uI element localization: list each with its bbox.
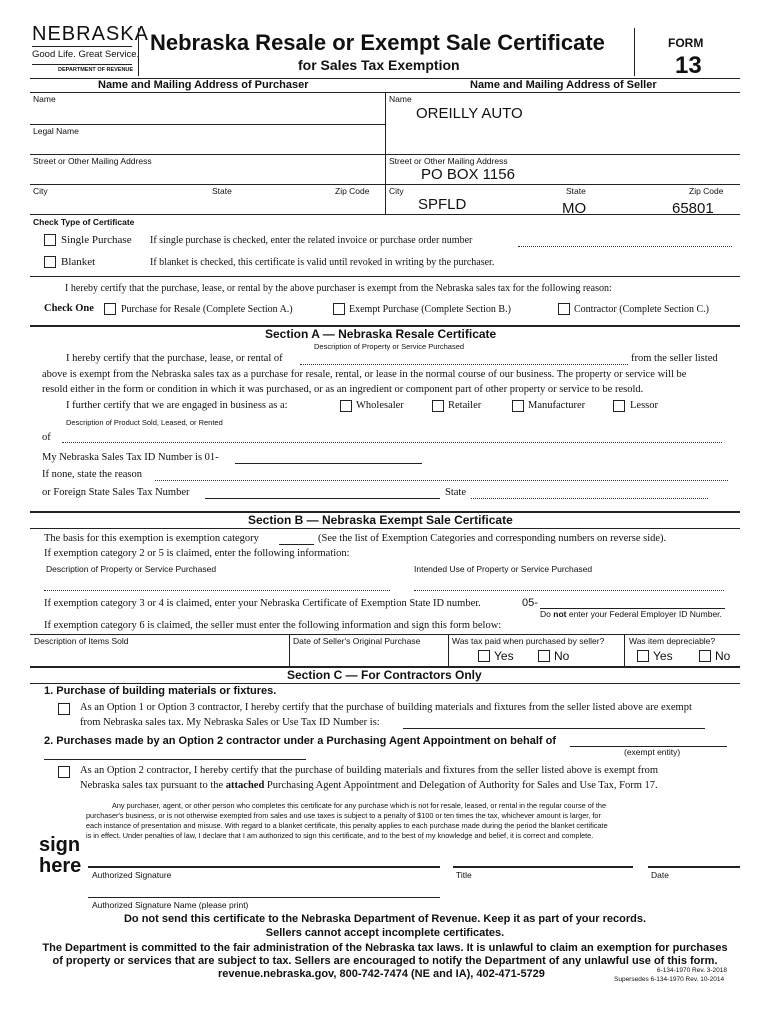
form-number: 13 [675,52,702,79]
lessor-label: Lessor [630,400,658,411]
engaged-text: I further certify that we are engaged in business as a: [66,400,288,411]
option-1-3-checkbox[interactable] [58,703,70,715]
purchaser-state-label: State [212,186,232,196]
purchaser-street-label: Street or Other Mailing Address [33,156,152,166]
blanket-text: If blanket is checked, this certificate is valid until revoked in writing by the purchaser. [150,257,495,268]
depreciable-no-label: No [715,649,731,663]
items-sold-field[interactable] [33,647,285,665]
header-divider [138,28,139,76]
resale-property-field[interactable] [300,364,628,365]
items-sold-label: Description of Items Sold [34,636,129,646]
exemption-category-field[interactable] [279,544,314,545]
seller-state-field[interactable]: MO [562,200,587,217]
option-2-line2: Nebraska sales tax pursuant to the attached Purchasing Agent Appointment and Delegation of Authority for Sales and Use Tax, Form 17. [80,780,658,791]
manufacturer-label: Manufacturer [528,400,586,411]
depreciable-no-checkbox[interactable] [699,650,711,662]
foreign-label: or Foreign State Sales Tax Number [42,487,190,498]
penalty-line1: Any purchaser, agent, or other person who completes this certificate for any purchase which is not for resale, leased, or rental in the regular course of the [112,801,607,810]
intended-use-field[interactable] [414,590,724,591]
printed-name-label: Authorized Signature Name (please print) [92,900,249,910]
fein-note: Do not enter your Federal Employer ID Number. [540,609,722,619]
single-purchase-label: Single Purchase [61,234,132,246]
cat6-divider-1 [289,634,290,666]
rule-section-b-bottom [30,528,740,529]
cat6-divider-3 [624,634,625,666]
rule-section-c-bottom [30,683,740,684]
logo-name: NEBRASKA [32,23,149,45]
retailer-checkbox[interactable] [432,400,444,412]
tax-paid-no-label: No [554,649,570,663]
foreign-number-field[interactable] [205,498,440,499]
header-divider-right [634,28,635,76]
seller-zip-label: Zip Code [689,186,724,196]
seller-heading: Name and Mailing Address of Seller [470,79,657,91]
contact-info: revenue.nebraska.gov, 800-742-7474 (NE and IA), 402-471-5729 [218,968,545,980]
seller-street-field[interactable]: PO BOX 1156 [421,166,515,183]
form-label: FORM [668,36,704,50]
notice-line1: Do not send this certificate to the Nebraska Department of Revenue. Keep it as part of your records. [123,913,646,925]
purchaser-city-label: City [33,186,48,196]
depreciable-yes-label: Yes [653,649,673,663]
form-title: Nebraska Resale or Exempt Sale Certificate [150,30,605,55]
section-a-line1-end: from the seller listed [631,353,718,364]
penalty-line4: is in effect. Under penalties of law, I declare that I am authorized to sign this certificate, and to the best of my knowledge and belief, it is correct and complete. [86,831,594,840]
purchase-date-label: Date of Seller's Original Purchase [293,636,421,646]
option-2-line1: As an Option 2 contractor, I hereby certify that the purchase of building materials and fixtures from the seller listed above is exempt from [80,765,659,776]
check-one-label: Check One [44,303,94,314]
property-purchased-field[interactable] [44,590,390,591]
purchaser-street-field[interactable] [32,166,382,184]
exempt-entity-label: (exempt entity) [624,747,681,757]
section-a-line3: resold either in the form or condition in which it was purchased, or as an ingredient or component part of other property or service to be resold. [42,384,644,395]
seller-street-label: Street or Other Mailing Address [389,156,508,166]
penalty-line3: each instance of presentation and misuse. With regard to a blanket certificate, this penalty applies to each purchase made during the period the blanket certificate [86,821,608,830]
tax-id-label: My Nebraska Sales Tax ID Number is 01- [42,452,219,463]
contractor-label: Contractor (Complete Section C.) [574,304,709,315]
legal-name-label: Legal Name [33,126,79,136]
logo-dept: DEPARTMENT OF REVENUE [58,67,134,73]
purchaser-name-label: Name [33,94,56,104]
blanket-label: Blanket [61,256,96,268]
resale-label: Purchase for Resale (Complete Section A.) [121,304,293,315]
blanket-checkbox[interactable] [44,256,56,268]
product-sold-field[interactable] [62,442,722,443]
tax-id-field[interactable] [235,463,422,464]
section-a-line2: above is exempt from the Nebraska sales tax as a purchase for resale, rental, or lease in the normal course of our business. The property or service will be [42,369,687,380]
foreign-state-label: State [445,487,466,498]
cert-type-heading: Check Type of Certificate [33,217,135,227]
category-2-5-text: If exemption category 2 or 5 is claimed, enter the following information: [44,548,350,559]
cat6-divider-2 [448,634,449,666]
tax-paid-label: Was tax paid when purchased by seller? [452,636,605,646]
purchaser-city-field[interactable] [32,196,382,214]
rule-legal [30,124,385,125]
reason-field[interactable] [155,480,728,481]
depreciable-yes-checkbox[interactable] [637,650,649,662]
signer-title-label: Title [456,870,472,880]
seller-state-label: State [566,186,586,196]
of-label: of [42,432,51,443]
contractor-item2: 2. Purchases made by an Option 2 contractor under a Purchasing Agent Appointment on behalf of [44,735,556,747]
rule-cat6-table [30,634,740,635]
contractor-tax-id-field[interactable] [403,728,705,729]
form-revision: 6-134-1970 Rev. 3-2018 [657,967,727,974]
purchaser-seller-divider [385,92,386,214]
form-subtitle: for Sales Tax Exemption [298,57,460,73]
intended-use-label: Intended Use of Property or Service Purchased [414,564,593,574]
penalty-line2: purchaser's business, or is not otherwise exempted from sales and use taxes is subject to a penalty of $100 or ten times the tax, whichever amount is larger, for [86,811,601,820]
foreign-state-field[interactable] [471,498,708,499]
tax-paid-yes-checkbox[interactable] [478,650,490,662]
wholesaler-checkbox[interactable] [340,400,352,412]
exempt-entity-field-2[interactable] [44,759,306,760]
basis-text: The basis for this exemption is exemption category [44,533,259,544]
property-purchased-label: Description of Property or Service Purchased [46,564,217,574]
certify-text: I hereby certify that the purchase, lease, or rental by the above purchaser is exempt from the Nebraska sales tax for the following reason: [65,283,612,294]
purchaser-name-field[interactable] [32,104,382,124]
seller-city-field[interactable]: SPFLD [418,196,467,213]
single-purchase-text: If single purchase is checked, enter the related invoice or purchase order number [150,235,473,246]
purchaser-zip-label: Zip Code [335,186,370,196]
notice-line2: Sellers cannot accept incomplete certificates. [265,927,505,939]
seller-name-field[interactable]: OREILLY AUTO [416,105,523,122]
retailer-label: Retailer [448,400,482,411]
logo-tagline: Good Life. Great Service. [32,49,140,60]
form-supersedes: Supersedes 6-134-1970 Rev. 10-2014 [614,976,725,983]
lessor-checkbox[interactable] [613,400,625,412]
manufacturer-checkbox[interactable] [512,400,524,412]
purchase-date-field[interactable] [292,647,444,665]
resale-checkbox[interactable] [104,303,116,315]
if-none-label: If none, state the reason [42,469,143,480]
depreciable-label: Was item depreciable? [629,636,716,646]
signature-date-field[interactable] [648,866,740,868]
section-a-line1: I hereby certify that the purchase, lease, or rental of [66,353,283,364]
commitment-line1: The Department is committed to the fair administration of the Nebraska tax laws. It is unlawful to claim an exemption for purchases [42,942,728,954]
section-a-title: Section A — Nebraska Resale Certificate [265,327,497,341]
seller-city-label: City [389,186,404,196]
contractor-checkbox[interactable] [558,303,570,315]
section-a-desc-label: Description of Property or Service Purchased [314,342,465,351]
signer-title-field[interactable] [453,866,633,868]
option-1-3-line1: As an Option 1 or Option 3 contractor, I hereby certify that the purchase of building materials and fixtures from the seller listed above are exempt [80,702,692,713]
seller-name-label: Name [389,94,412,104]
purchaser-heading: Name and Mailing Address of Purchaser [98,79,309,91]
exempt-label: Exempt Purchase (Complete Section B.) [349,304,511,315]
single-purchase-checkbox[interactable] [44,234,56,246]
printed-name-field[interactable] [88,897,440,898]
section-c-title: Section C — For Contractors Only [287,668,482,682]
signature-date-label: Date [651,870,669,880]
product-sold-label: Description of Product Sold, Leased, or Rented [66,418,223,427]
here-label: here [39,855,82,877]
seller-zip-field[interactable]: 65801 [672,200,714,217]
invoice-number-field[interactable] [518,246,732,247]
rule-street [30,154,740,155]
contractor-item1: 1. Purchase of building materials or fixtures. [44,685,277,697]
rule-city [30,184,740,185]
option-2-checkbox[interactable] [58,766,70,778]
tax-paid-yes-label: Yes [494,649,514,663]
category-6-text: If exemption category 6 is claimed, the seller must enter the following information and sign this form below: [44,620,502,631]
legal-name-field[interactable] [32,136,382,154]
authorized-signature-field[interactable] [88,866,440,868]
category-3-4-text: If exemption category 3 or 4 is claimed, enter your Nebraska Certificate of Exemption State ID number. [44,598,481,609]
exemption-id-prefix: 05- [522,597,538,609]
sign-label: sign [39,834,81,856]
tax-paid-no-checkbox[interactable] [538,650,550,662]
authorized-signature-label: Authorized Signature [92,870,172,880]
basis-text-end: (See the list of Exemption Categories and corresponding numbers on reverse side). [318,533,667,544]
option-1-3-line2: from Nebraska sales tax. My Nebraska Sales or Use Tax ID Number is: [80,717,380,728]
rule-end-address [30,214,740,215]
exempt-checkbox[interactable] [333,303,345,315]
logo-rule [32,46,132,47]
rule-certify [30,276,740,277]
wholesaler-label: Wholesaler [356,400,404,411]
section-b-title: Section B — Nebraska Exempt Sale Certificate [248,513,513,527]
logo-rule-2 [32,64,132,65]
commitment-line2: of property or services that are subject to tax. Sellers are encouraged to notify the Department of any unlawful use of this form. [52,955,718,967]
